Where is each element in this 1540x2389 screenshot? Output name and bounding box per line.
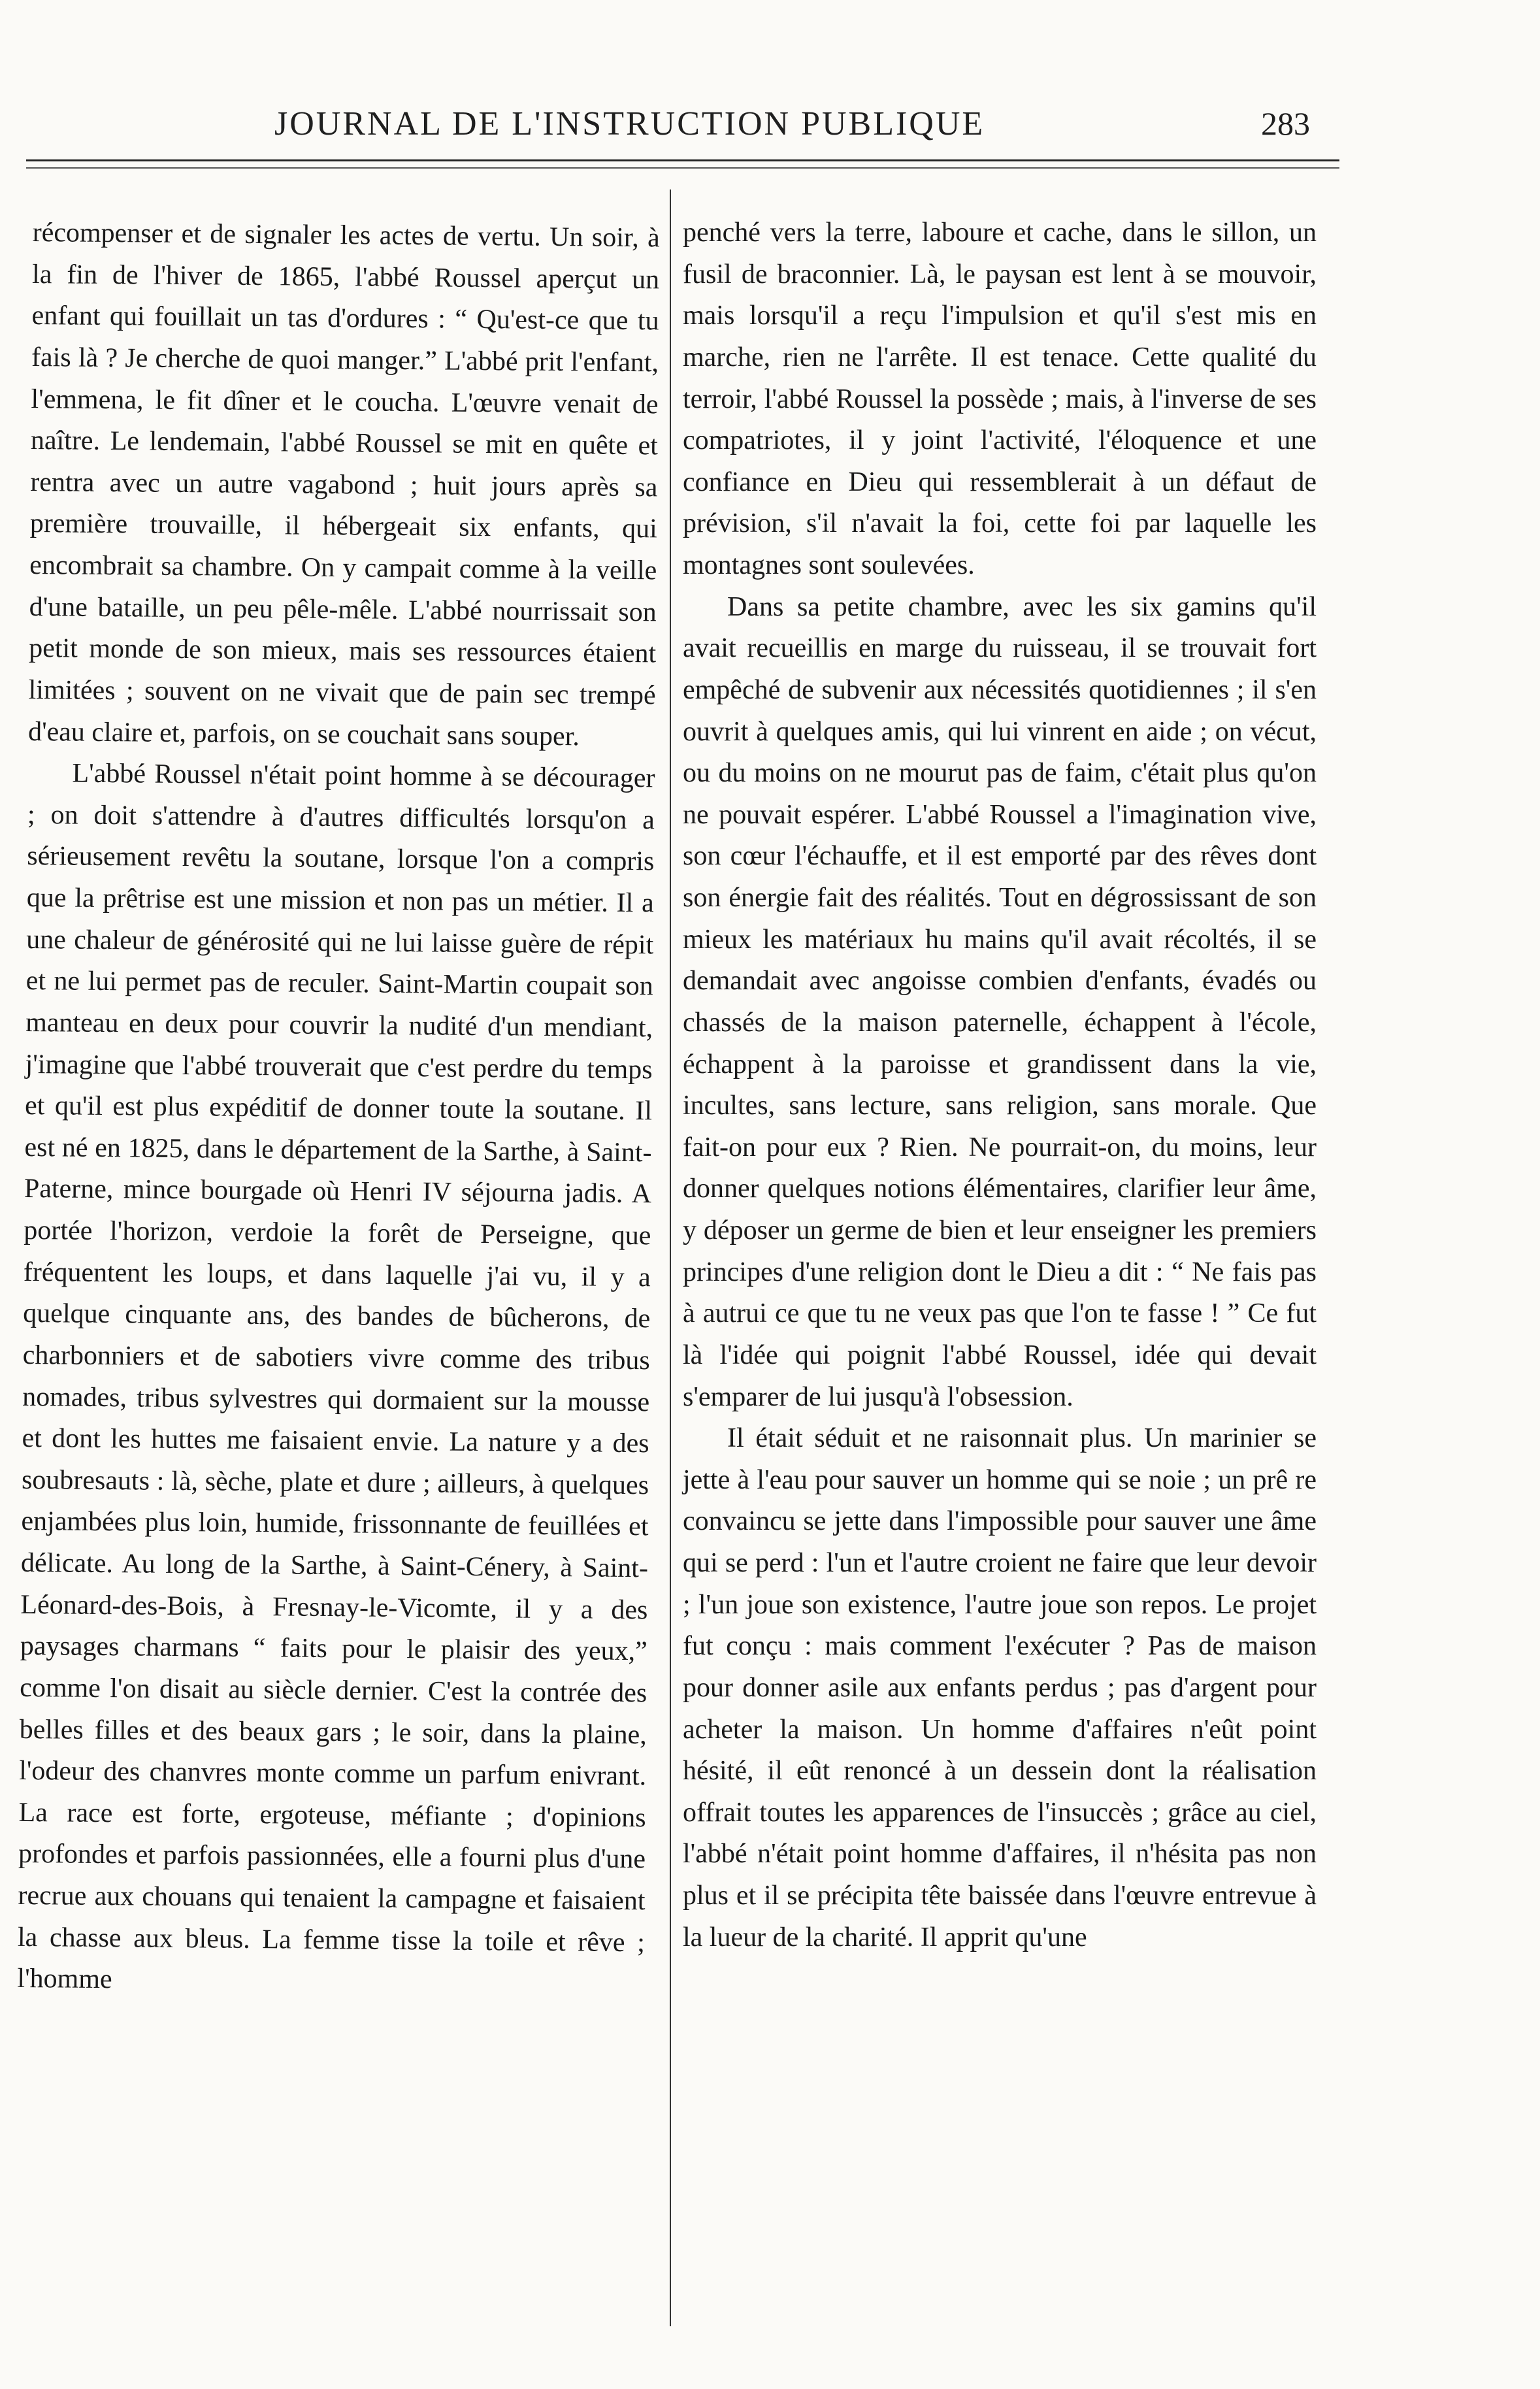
- left-column: [17, 212, 660, 2005]
- right-paragraph-1: penché vers la terre, laboure et cache, dans le sillon, un fusil de braconnier. Là, le paysan est lent à se mouvoir, mais lorsqu'il a reçu l'impulsion et qu'il s'est mis en marche, rien ne l'arrête. Il est tenace. Cette qualité du terroir, l'abbé Roussel la possède ; mais, à l'inverse de ses compatriotes, il y joint l'activité, l'éloquence et une confiance en Dieu qui ressemblerait à un défaut de prévision, s'il n'avait la foi, cette foi par laquelle les montagnes sont soulevées.: [683, 218, 1317, 580]
- running-head: [0, 98, 1540, 150]
- right-paragraph-2: Dans sa petite chambre, avec les six gamins qu'il avait recueillis en marge du ruisseau, il se trouvait fort empêché de subvenir aux nécessités quotidiennes ; il s'en ouvrit à quelques amis, qui lui vinrent en aide ; on vécut, ou du moins on ne mourut pas de faim, c'était plus qu'on ne pouvait espérer. L'abbé Roussel a l'imagination vive, son cœur l'échauffe, et il est emporté par des rêves dont son énergie fait des réalités. Tout en dégrossissant de son mieux les matériaux hu mains qu'il avait récoltés, il se demandait avec angoisse combien d'enfants, évadés ou chassés de la maison paternelle, échappent à l'école, échappent à la paroisse et grandissent dans la vie, incultes, sans lecture, sans religion, sans morale. Que fait-on pour eux ? Rien. Ne pourrait-on, du moins, leur donner quelques notions élémentaires, clarifier leur âme, y déposer un germe de bien et leur enseigner les premiers principes d'une religion dont le Dieu a dit : “ Ne fais pas à autrui ce que tu ne veux pas que l'on te fasse ! ” Ce fut là l'idée qui poignit l'abbé Roussel, idée qui devait s'emparer de lui jusqu'à l'obsession.: [683, 591, 1317, 1412]
- header-rule: [26, 159, 1339, 161]
- journal-title: JOURNAL DE L'INSTRUCTION PUBLIQUE: [274, 105, 985, 142]
- page-number: 283: [1261, 105, 1310, 142]
- column-divider: [670, 189, 671, 2326]
- header-rule-secondary: [26, 167, 1339, 169]
- right-column: [683, 212, 1317, 1958]
- left-paragraph-1: récompenser et de signaler les actes de vertu. Un soir, à la fin de l'hiver de 1865, l'abbé Roussel aperçut un enfant qui fouillait un tas d'ordures : “ Qu'est-ce que tu fais là ? Je cherche de quoi manger.” L'abbé prit l'enfant, l'emmena, le fit dîner et le coucha. L'œuvre venait de naître. Le lendemain, l'abbé Roussel se mit en quête et rentra avec un autre vagabond ; huit jours après sa première trouvaille, il hébergeait six enfants, qui encombrait sa chambre. On y campait comme à la veille d'une bataille, un peu pêle-mêle. L'abbé nourrissait son petit monde de son mieux, mais ses ressources étaient limitées ; souvent on ne vivait que de pain sec trempé d'eau claire et, parfois, on se couchait sans souper.: [27, 217, 660, 751]
- right-paragraph-3: Il était séduit et ne raisonnait plus. Un marinier se jette à l'eau pour sauver un homme qui se noie ; un prê re convaincu se jette dans l'impossible pour sauver une âme qui se perd : l'un et l'autre croient ne faire que leur devoir ; l'un joue son existence, l'autre joue son repos. Le projet fut conçu : mais comment l'exécuter ? Pas de maison pour donner asile aux enfants perdus ; pas d'argent pour acheter la maison. Un homme d'affaires n'eût point hésité, il eût renoncé à un dessein dont la réalisation offrait toutes les apparences de l'insuccès ; grâce au ciel, l'abbé n'était point homme d'affaires, il n'hésita pas non plus et il se précipita tête baissée dans l'œuvre entrevue à la lueur de la charité. Il apprit qu'une: [683, 1423, 1317, 1952]
- left-paragraph-2: L'abbé Roussel n'était point homme à se décourager ; on doit s'attendre à d'autres difficultés lorsqu'on a sérieusement revêtu la soutane, lorsque l'on a compris que la prêtrise est une mission et non pas un métier. Il a une chaleur de générosité qui ne lui laisse guère de répit et ne lui permet pas de reculer. Saint-Martin coupait son manteau en deux pour couvrir la nudité d'un mendiant, j'imagine que l'abbé trouverait que c'est perdre du temps et qu'il est plus expéditif de donner toute la soutane. Il est né en 1825, dans le département de la Sarthe, à Saint-Paterne, mince bourgade où Henri IV séjourna jadis. A portée l'horizon, verdoie la forêt de Perseigne, que fréquentent les loups, et dans laquelle j'ai vu, il y a quelque cinquante ans, des bandes de bûcherons, de charbonniers et de sabotiers vivre comme des tribus nomades, tribus sylvestres qui dormaient sur la mousse et dont les huttes me faisaient envie. La nature y a des soubresauts : là, sèche, plate et dure ; ailleurs, à quelques enjambées plus loin, humide, frissonnante de feuillées et délicate. Au long de la Sarthe, à Saint-Cénery, à Saint-Léonard-des-Bois, à Fresnay-le-Vicomte, il y a des paysages charmans “ faits pour le plaisir des yeux,” comme l'on disait au siècle dernier. C'est la contrée des belles filles et des beaux gars ; le soir, dans la plaine, l'odeur des chanvres monte comme un parfum enivrant. La race est forte, ergoteuse, méfiante ; d'opinions profondes et parfois passionnées, elle a fourni plus d'une recrue aux chouans qui tenaient la campagne et faisaient la chasse aux bleus. La femme tisse la toile et rêve ; l'homme: [17, 758, 655, 1995]
